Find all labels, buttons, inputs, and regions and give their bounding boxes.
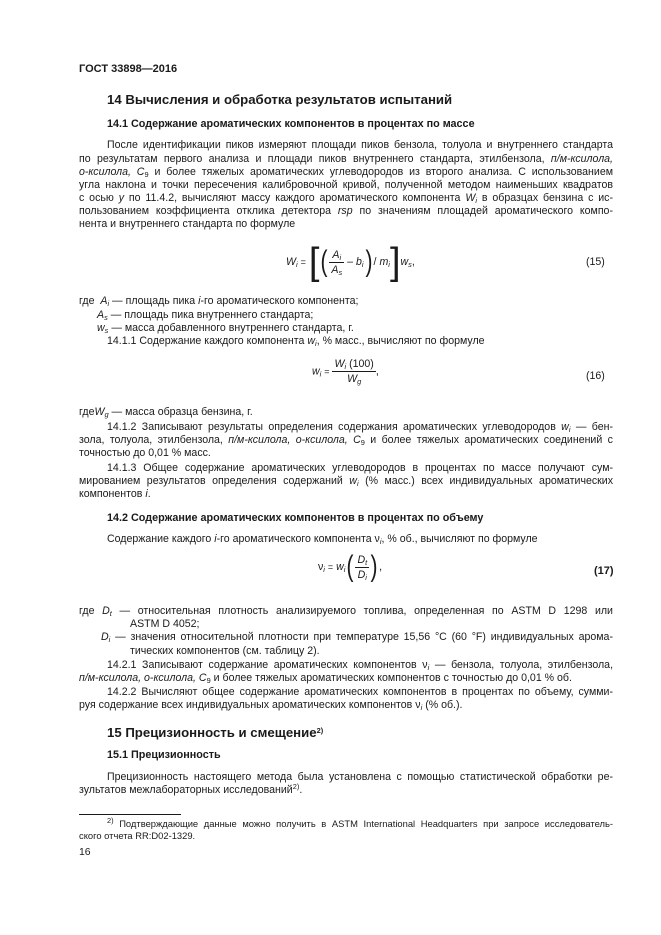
section-15-title: 15 Прецизионность и смещение$^{2)}$: [107, 725, 324, 740]
subsection-14-2-title: 14.2 Содержание ароматических компонентов в процентах по объему: [107, 512, 484, 524]
formula-16: $w_i$ = $\frac{W_i (100)}{W_g}$ ,: [312, 358, 379, 386]
subsection-14-1-title: 14.1 Содержание ароматических компонентов в процентах по массе: [107, 118, 475, 130]
page-number: 16: [79, 847, 91, 858]
formula-15-number: (15): [586, 256, 605, 268]
formula-16-number: (16): [586, 370, 605, 382]
section-14-title: 14 Вычисления и обработка результатов испытаний: [107, 92, 453, 107]
formula-17-number: (17): [594, 565, 614, 577]
where-w-s: $w_s$ — масса добавленного внутреннего стандарта, г.: [97, 322, 354, 335]
clause-14-1-1: 14.1.1 Содержание каждого компонента $w_i$, % масс., вычисляют по формуле: [107, 335, 485, 348]
paragraph-14-2: Содержание каждого i-го ароматического компонента $\nu_i$, % об., вычисляют по формуле: [107, 533, 538, 546]
document-header: ГОСТ 33898—2016: [79, 63, 178, 75]
where-A-i: где $A_i$ — площадь пика i-го ароматического компонента;: [79, 295, 359, 308]
where-A-s: $A_s$ — площадь пика внутреннего стандарта;: [97, 309, 314, 322]
subsection-15-1-title: 15.1 Прецизионность: [107, 749, 221, 761]
formula-17: $\nu_i = w_i$( $\frac{D_t}{D_i}$ ) ,: [318, 550, 383, 583]
where-W-g: гдеW$_g$ — масса образца бензина, г.: [79, 406, 253, 419]
footnote-rule: [79, 814, 181, 815]
formula-15: $W_i$ = [( $\frac{A_i}{A_s}$ – $b_i) / m_i]w_s$,: [286, 241, 415, 283]
